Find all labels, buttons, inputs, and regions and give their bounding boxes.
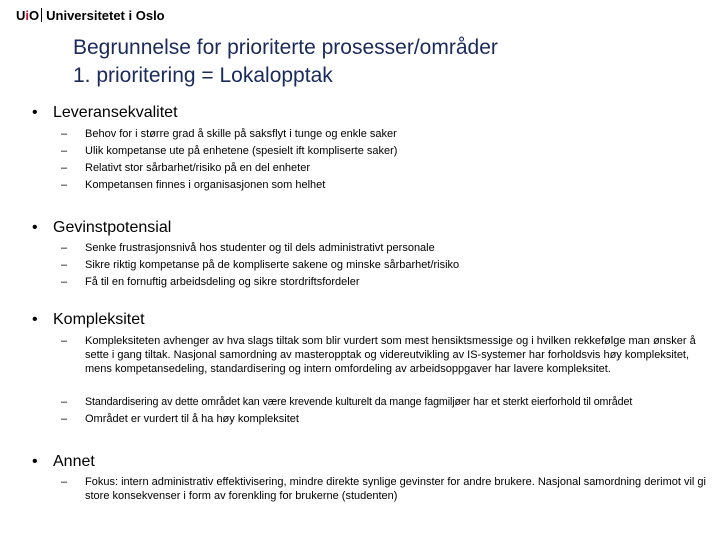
list-item-text: Kompleksiteten avhenger av hva slags tiltak som blir vurdert som mest hensiktsmessige og i hvilken rekkefølge man ønsker å sette i gang tiltak. Nasjonal samordning av masteropptak og videreutvikling av IS-systemer har forholdsvis høy kompleksitet, mens kompetansedeling, standardisering og intern omfordeling av arbeidsoppgaver har lavere kompleksitet. xyxy=(85,335,696,375)
list-item-text: Få til en fornuftig arbeidsdeling og sikre stordriftsfordeler xyxy=(85,276,360,288)
dash-icon: – xyxy=(61,162,68,174)
bullet-icon: • xyxy=(32,219,38,236)
dash-icon: – xyxy=(61,276,68,288)
bullet-icon: • xyxy=(32,104,38,121)
dash-icon: – xyxy=(61,476,68,488)
list-item-text: Relativt stor sårbarhet/risiko på en del enheter xyxy=(85,162,311,174)
dash-icon: – xyxy=(61,179,68,191)
list-item-text: Behov for i større grad å skille på saksflyt i tunge og enkle saker xyxy=(85,128,397,140)
dash-icon: – xyxy=(61,145,68,157)
section-heading: Leveransekvalitet xyxy=(53,104,178,121)
list-item-text: Fokus: intern administrativ effektivisering, mindre direkte synlige gevinster for andre brukere. Nasjonal samordning derimot vil gi store konsekvenser i form av forenkling for brukerne (studenten) xyxy=(85,476,706,502)
university-logo xyxy=(16,6,165,24)
dash-icon: – xyxy=(61,335,68,347)
list-item-text: Ulik kompetanse ute på enhetene (spesielt ift kompliserte saker) xyxy=(85,145,398,157)
dash-icon: – xyxy=(61,396,68,408)
section-heading: Gevinstpotensial xyxy=(53,219,172,236)
dash-icon: – xyxy=(61,242,68,254)
list-item-text: Kompetansen finnes i organisasjonen som helhet xyxy=(85,179,326,191)
list-item-text: Sikre riktig kompetanse på de kompliserte sakene og minske sårbarhet/risiko xyxy=(85,259,460,271)
bullet-icon: • xyxy=(32,311,38,328)
slide-title-line-1: Begrunnelse for prioriterte prosesser/områder xyxy=(73,36,498,59)
logo-name: Universitetet i Oslo xyxy=(46,7,165,23)
dash-icon: – xyxy=(61,128,68,140)
slide-title xyxy=(73,34,498,90)
logo-divider xyxy=(41,8,42,22)
list-item-text: Standardisering av dette området kan være krevende kulturelt da mange fagmiljøer har et sterkt eierforhold til området xyxy=(85,396,633,408)
section-heading: Kompleksitet xyxy=(53,311,145,328)
logo-mark: UiO xyxy=(16,7,40,23)
list-item-text: Senke frustrasjonsnivå hos studenter og til dels administrativt personale xyxy=(85,242,435,254)
bullet-icon: • xyxy=(32,453,38,470)
slide-title-line-2: 1. prioritering = Lokalopptak xyxy=(73,64,333,87)
list-item-text: Området er vurdert til å ha høy kompleksitet xyxy=(85,413,299,425)
section-heading: Annet xyxy=(53,453,95,470)
dash-icon: – xyxy=(61,259,68,271)
dash-icon: – xyxy=(61,413,68,425)
